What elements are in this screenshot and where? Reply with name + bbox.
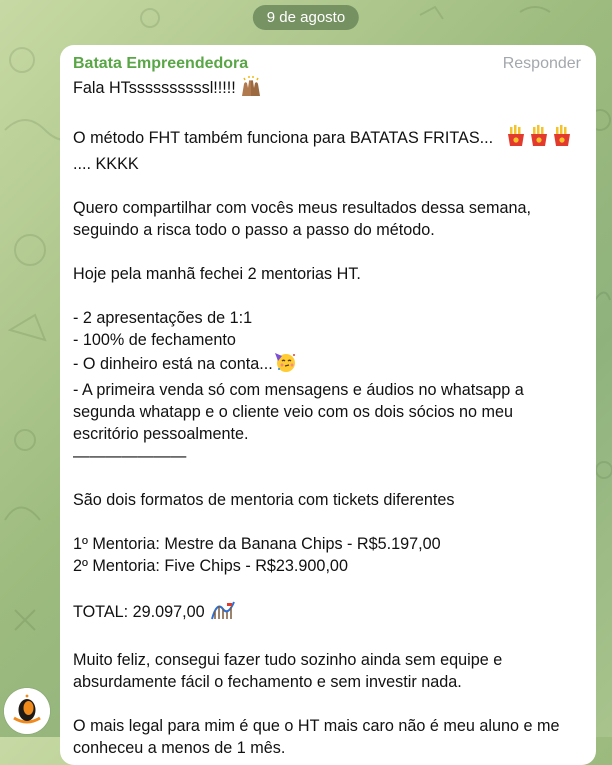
message-line: 1º Mentoria: Mestre da Banana Chips - R$5.197,00	[73, 535, 441, 553]
message-line: São dois formatos de mentoria com tickets diferentes	[73, 491, 455, 509]
roller-coaster-icon	[211, 599, 235, 627]
french-fries-icon	[506, 125, 526, 153]
message-line: segunda whatapp e o cliente veio com os dois sócios no meu	[73, 403, 514, 421]
message-line: Hoje pela manhã fechei 2 mentorias HT.	[73, 265, 361, 283]
sender-avatar[interactable]	[4, 688, 50, 734]
message-line	[73, 627, 582, 649]
message-line-text: - O dinheiro está na conta...	[73, 355, 273, 373]
partying-face-icon	[273, 351, 297, 379]
message-line	[73, 599, 582, 627]
message-line: ———————	[73, 447, 187, 465]
message-line	[73, 577, 582, 599]
raising-hands-icon	[239, 75, 263, 103]
message-line-text: O método FHT também funciona para BATATAS FRITAS...	[73, 129, 494, 147]
message-line: Muito feliz, consegui fazer tudo sozinho ainda sem equipe e	[73, 651, 503, 669]
message-line-text: Fala HTssssssssssl!!!!!	[73, 79, 236, 97]
message-line	[73, 511, 582, 533]
french-fries-icon	[529, 125, 549, 153]
message-line	[73, 241, 582, 263]
message-line	[73, 693, 582, 715]
message-line: seguindo a risca todo o passo a passo do método.	[73, 221, 435, 239]
sender-name[interactable]: Batata Empreendedora	[73, 55, 249, 72]
message-line: - A primeira venda só com mensagens e áudios no whatsapp a	[73, 381, 524, 399]
message-line: .... KKKK	[73, 155, 139, 173]
message-line	[73, 175, 582, 197]
message-text	[73, 75, 582, 759]
french-fries-icon	[552, 125, 572, 153]
message-line	[73, 467, 582, 489]
message-line	[73, 351, 582, 379]
message-line: 2º Mentoria: Five Chips - R$23.900,00	[73, 557, 348, 575]
message-line: - 100% de fechamento	[73, 331, 236, 349]
message-line: escritório pessoalmente.	[73, 425, 249, 443]
message-bubble[interactable]	[60, 45, 596, 765]
message-line: absurdamente fácil o fechamento e sem investir nada.	[73, 673, 462, 691]
potato-logo-avatar	[4, 688, 50, 734]
message-line: conheceu a menos de 1 mês.	[73, 739, 286, 757]
message-line: Quero compartilhar com vocês meus resultados dessa semana,	[73, 199, 531, 217]
message-line	[73, 75, 582, 103]
date-separator: 9 de agosto	[253, 5, 359, 30]
message-line	[73, 125, 582, 153]
message-line	[73, 285, 582, 307]
message-line: O mais legal para mim é que o HT mais caro não é meu aluno e me	[73, 717, 560, 735]
message-line	[73, 103, 582, 125]
message-line: - 2 apresentações de 1:1	[73, 309, 253, 327]
message-line-text: TOTAL: 29.097,00	[73, 603, 205, 621]
reply-button[interactable]: Responder	[502, 55, 581, 72]
